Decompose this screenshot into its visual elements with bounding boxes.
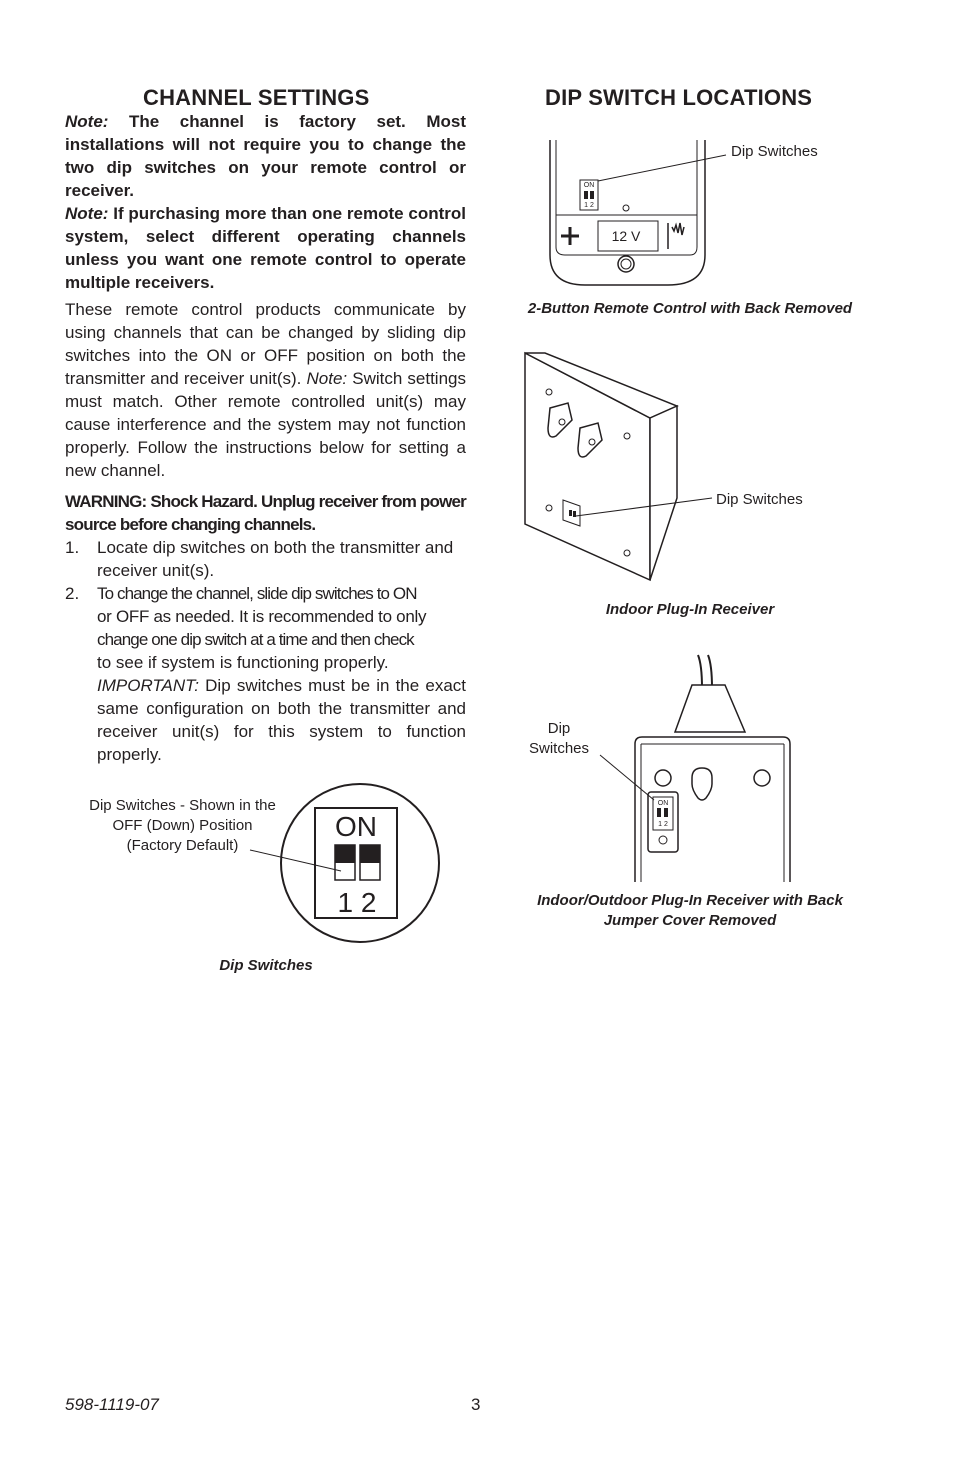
mini-on-text: ON [583, 182, 595, 189]
power-cord [708, 655, 712, 688]
dip-figure-caption: Dip Switches [219, 957, 313, 974]
fig2-label: Dip Switches [716, 491, 803, 508]
mini-switch [590, 191, 594, 199]
outdoor-receiver-illustration [590, 650, 800, 882]
spring-icon [668, 223, 684, 249]
dip-switch-2-slider [360, 845, 380, 863]
steps-list [65, 536, 466, 766]
body-text: These remote control products communicate by using channels that can be changed by sliding dip switches into the ON or OFF position on both the transmitter and receiver unit(s). [65, 300, 466, 388]
label-line: (Factory Default) [126, 837, 239, 854]
mini-switch [584, 191, 588, 199]
note-label: Note: [65, 204, 109, 223]
mini-on-text: ON [657, 800, 669, 807]
leader-line [598, 155, 726, 181]
screw-icon [623, 205, 629, 211]
step-text: to see if system is functioning properly. [97, 653, 389, 672]
power-cord [698, 655, 702, 688]
mini-switch [657, 808, 661, 817]
important-text: Dip switches must be in the exact same configuration on both the transmitter and receiver unit(s) for this system to function properly. [97, 676, 466, 764]
note-multiple-systems [65, 202, 466, 294]
label-line: Switches [528, 740, 590, 757]
warning-text: WARNING: Shock Hazard. Unplug receiver from power source before changing channels. [65, 492, 466, 534]
important-note [97, 674, 466, 766]
mini-nums-text: 1 2 [658, 821, 668, 828]
led-icon [621, 259, 631, 269]
label-line: Dip [547, 720, 571, 737]
document-number: 598-1119-07 [65, 1395, 159, 1414]
list-item [65, 582, 466, 766]
note-text: If purchasing more than one remote control system, select different operating channels unless you want one remote control to operate multiple receivers. [65, 204, 466, 292]
remote-body [550, 140, 705, 285]
mini-switch [664, 808, 668, 817]
page-number: 3 [471, 1395, 481, 1414]
step-text: To change the channel, slide dip switches to ON [97, 584, 417, 603]
cord-strain-relief [675, 685, 745, 732]
body-paragraph [65, 298, 466, 482]
fig3-caption [500, 891, 880, 931]
dip-switch-1-slider [335, 845, 355, 863]
channel-settings-heading: CHANNEL SETTINGS [143, 85, 370, 110]
dip-nums-text: 1 2 [337, 887, 377, 918]
caption-line: Indoor/Outdoor Plug-In Receiver with Back [537, 892, 843, 909]
body-note-label: Note: [306, 369, 348, 388]
remote-control-illustration [540, 135, 740, 290]
step-number: 2. [65, 584, 80, 603]
fig1-label: Dip Switches [731, 143, 818, 160]
step-text: change one dip switch at a time and then check [97, 630, 414, 649]
fig2-caption: Indoor Plug-In Receiver [605, 601, 775, 618]
label-line: Dip Switches - Shown in the [89, 797, 276, 814]
indoor-receiver-illustration [520, 348, 720, 588]
voltage-text: 12 V [611, 228, 641, 244]
receiver-side [650, 406, 677, 580]
dip-switch-illustration [245, 780, 445, 950]
step-number: 1. [65, 538, 80, 557]
step-text: Locate dip switches on both the transmitter and receiver unit(s). [97, 538, 454, 580]
list-item [65, 536, 466, 582]
note-label: Note: [65, 112, 109, 131]
mini-switch [569, 510, 572, 516]
fig3-label [518, 719, 600, 759]
mini-nums-text: 1 2 [584, 202, 594, 209]
channel-settings-text [65, 110, 466, 766]
caption-line: Jumper Cover Removed [603, 912, 777, 929]
fig1-caption: 2-Button Remote Control with Back Removed [527, 300, 853, 317]
dip-switch-locations-heading: DIP SWITCH LOCATIONS [545, 85, 813, 110]
body-note-text: Switch settings must match. Other remote controlled unit(s) may cause interference and the system may not function properly. Follow the instructions below for setting a new channel. [65, 369, 466, 480]
led-ring [618, 256, 634, 272]
note-factory-set [65, 110, 466, 202]
note-text: The channel is factory set. Most installations will not require you to change the two dip switches on your remote control or receiver. [65, 112, 466, 200]
leader-line [250, 850, 341, 871]
important-label: IMPORTANT: [97, 676, 199, 695]
step-text: or OFF as needed. It is recommended to only [97, 607, 427, 626]
dip-on-text: ON [335, 811, 377, 842]
mini-switch [573, 511, 576, 517]
label-line: OFF (Down) Position [112, 817, 253, 834]
